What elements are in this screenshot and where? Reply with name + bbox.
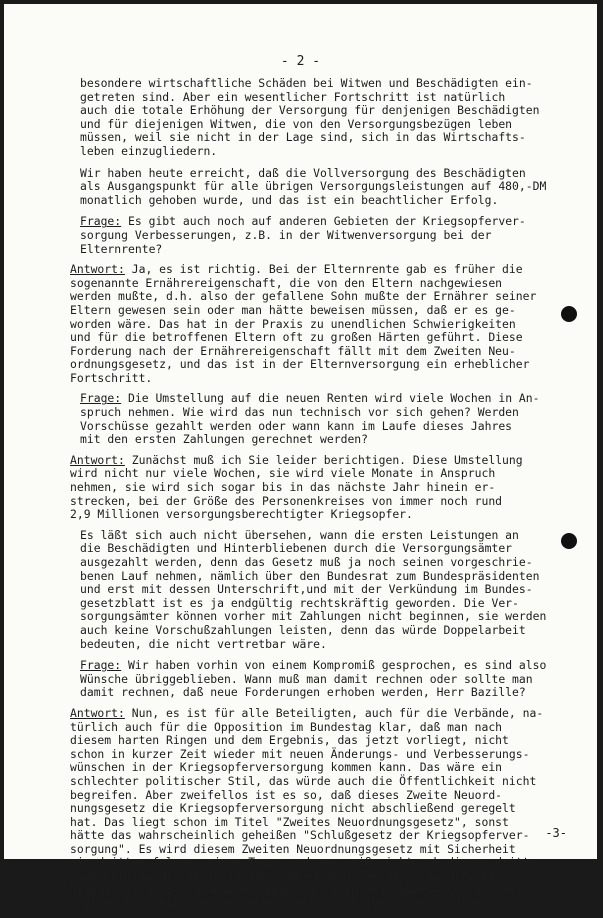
text-line: nehmen, sie wird sich sogar bis in das nächste Jahr hinein er- — [70, 480, 496, 495]
text-line — [70, 707, 564, 721]
text-line: auch die totale Erhöhung der Versorgung für denjenigen Beschädigten — [80, 103, 540, 118]
text-line: damit rechnen, daß neue Forderungen erhoben werden, Herr Bazille? — [80, 685, 526, 700]
punch-hole-icon — [561, 306, 577, 322]
text-line: Wir haben heute erreicht, daß die Vollversorgung des Beschädigten — [80, 165, 526, 180]
text-line: diesem harten Ringen und dem Ergebnis, das jetzt vorliegt, nicht — [70, 733, 509, 748]
line-text: Wir haben vorhin von einem Kompromiß gesprochen, es sind also — [121, 658, 547, 673]
question-label: Frage: — [80, 214, 122, 229]
text-line: wünschen in der Kriegsopferversorgung kommen kann. Das wäre ein — [70, 760, 503, 775]
text-line — [80, 659, 564, 673]
text-line: monatlich gehoben wurde, und das ist ein beachtlicher Erfolg. — [80, 192, 499, 207]
text-line: schlechter politischer Stil, das würde auch die Öffentlichkeit nicht — [70, 773, 537, 788]
text-line: getreten sind. Aber ein wesentlicher Fortschritt ist natürlich — [80, 89, 506, 104]
text-line: spruch nehmen. Wie wird das nun technisch vor sich gehen? Werden — [80, 405, 519, 420]
document-body — [70, 76, 564, 918]
answer-label: Antwort: — [70, 705, 125, 720]
line-text: Es gibt auch noch auf anderen Gebieten der Kriegsopferver- — [121, 214, 526, 229]
paragraph — [80, 167, 564, 208]
text-line: 2,9 Millionen versorgungsberechtigter Kriegsopfer. — [70, 507, 413, 522]
text-line: leben einzugliedern. — [80, 143, 218, 158]
question-block — [80, 659, 564, 700]
answer-label: Antwort: — [70, 262, 125, 277]
text-line: werden mußte, d.h. also der gefallene Sohn mußte der Ernährer seiner — [70, 289, 537, 304]
document-page — [4, 4, 597, 911]
text-line: sorgung". Es wird diesem Zweiten Neuordnungsgesetz mit Sicherheit — [70, 841, 516, 856]
text-line: mit den ersten Zahlungen gerechnet werden? — [80, 432, 369, 447]
text-line: und erst mit dessen Unterschrift,und mit der Verkündung im Bundes- — [80, 582, 533, 597]
answer-block — [70, 454, 564, 522]
text-line — [70, 263, 564, 277]
text-line: Es läßt sich auch nicht übersehen, wann die ersten Leistungen an — [80, 527, 519, 542]
paragraph — [80, 77, 564, 159]
next-page-marker: -3- — [545, 826, 567, 840]
text-line: türlich auch für die Opposition im Bundestag klar, daß man nach — [70, 719, 503, 734]
question-label: Frage: — [80, 391, 122, 406]
text-line: und für die betroffenen Eltern oft zu großen Härten geführt. Diese — [70, 330, 523, 345]
text-line: und für diejenigen Witwen, die von den Versorgungsbezügen leben — [80, 116, 513, 131]
line-text: Die Umstellung auf die neuen Renten wird viele Wochen in An- — [121, 391, 540, 406]
text-line: Wünsche übriggeblieben. Wann muß man damit rechnen oder sollte man — [80, 671, 533, 686]
line-text: Ja, es ist richtig. Bei der Elternrente gab es früher die — [124, 262, 523, 277]
question-block — [80, 215, 564, 256]
text-line: sorgungsämter können vorher mit Zahlungen nicht beginnen, sie werden — [80, 609, 547, 624]
answer-label: Antwort: — [70, 452, 125, 467]
text-line: wird nicht nur viele Wochen, sie wird viele Monate in Anspruch — [70, 466, 496, 481]
text-line: Vorschüsse gezahlt werden oder wann kann im Laufe dieses Jahres — [80, 418, 513, 433]
text-line: sogenannte Ernährereigenschaft, die von den Eltern nachgewiesen — [70, 275, 503, 290]
question-label: Frage: — [80, 658, 122, 673]
line-text: Nun, es ist für alle Beteiligten, auch für die Verbände, na- — [124, 705, 544, 720]
answer-block — [70, 707, 564, 911]
text-line: dann bereits die abschließende Abrundung des Versorgungsrechtes — [70, 869, 509, 884]
text-line: auch keine Vorschußzahlungen leisten, denn das würde Doppelarbeit — [80, 622, 526, 637]
answer-block — [70, 263, 564, 385]
text-line: ausgezahlt werden, denn das Gesetz muß ja noch seinen vorgeschrie- — [80, 555, 533, 569]
text-line: worden wäre. Das hat in der Praxis zu unendlichen Schwierigkeiten — [70, 316, 516, 331]
punch-hole-icon — [561, 533, 577, 549]
text-line: schon in kurzer Zeit wieder mit neuen Änderungs- und Verbesserungs- — [70, 746, 530, 761]
text-line: bedeuten, die nicht vertretbar wäre. — [80, 636, 327, 651]
text-line — [80, 392, 564, 406]
text-line: hätte das wahrscheinlich geheißen "Schlußgesetz der Kriegsopferver- — [70, 828, 530, 843]
question-block — [80, 392, 564, 446]
text-line: Elternrente? — [80, 241, 163, 256]
text-line: besondere wirtschaftliche Schäden bei Witwen und Beschädigten ein- — [80, 76, 533, 90]
text-line: Fortschritt. — [70, 370, 153, 385]
text-line: ein drittes folgen, eines Tages,und man weiß nicht, ob dieses dritte — [70, 855, 537, 870]
text-line: Forderung nach der Ernährereigenschaft fällt mit dem Zweiten Neu- — [70, 343, 516, 358]
paragraph — [80, 529, 564, 651]
text-line: dritten noch ein viertes geben, denn die Kriegsopferversorgung — [70, 896, 496, 911]
text-line: hat. Das liegt schon im Titel "Zweites Neuordnungsgesetz", sonst — [70, 814, 509, 829]
text-line: begreifen. Aber zweifellos ist es so, daß dieses Zweite Neuord- — [70, 787, 503, 802]
text-line: bringen wird. Ich glaube es nicht. Es wird möglicherweise nach dem — [70, 882, 523, 897]
text-line: die Beschädigten und Hinterbliebenen durch die Versorgungsämter — [80, 541, 513, 556]
text-line: benen Lauf nehmen, nämlich über den Bundesrat zum Bundespräsidenten — [80, 568, 540, 583]
text-line — [80, 215, 564, 229]
text-line — [70, 454, 564, 468]
text-line: gesetzblatt ist es ja endgültig rechtskräftig geworden. Die Ver- — [80, 595, 519, 610]
text-line: Eltern gewesen sein oder man hätte beweisen müssen, daß er es ge- — [70, 302, 516, 317]
line-text: Zunächst muß ich Sie leider berichtigen. Diese Umstellung — [124, 452, 523, 467]
text-line: müssen, weil sie nicht in der Lage sind, sich in das Wirtschafts- — [80, 130, 526, 145]
text-line: ordnungsgesetz, und das ist in der Elternversorgung ein erheblicher — [70, 357, 530, 372]
text-line: als Ausgangspunkt für alle übrigen Versorgungsleistungen auf 480,-DM — [80, 179, 547, 194]
text-line: strecken, bei der Größe des Personenkreises von immer noch rund — [70, 493, 503, 508]
page-number: - 2 - — [280, 54, 321, 69]
text-line: nungsgesetz die Kriegsopferversorgung nicht abschließend geregelt — [70, 801, 516, 816]
text-line: sorgung Verbesserungen, z.B. in der Witwenversorgung bei der — [80, 227, 492, 242]
